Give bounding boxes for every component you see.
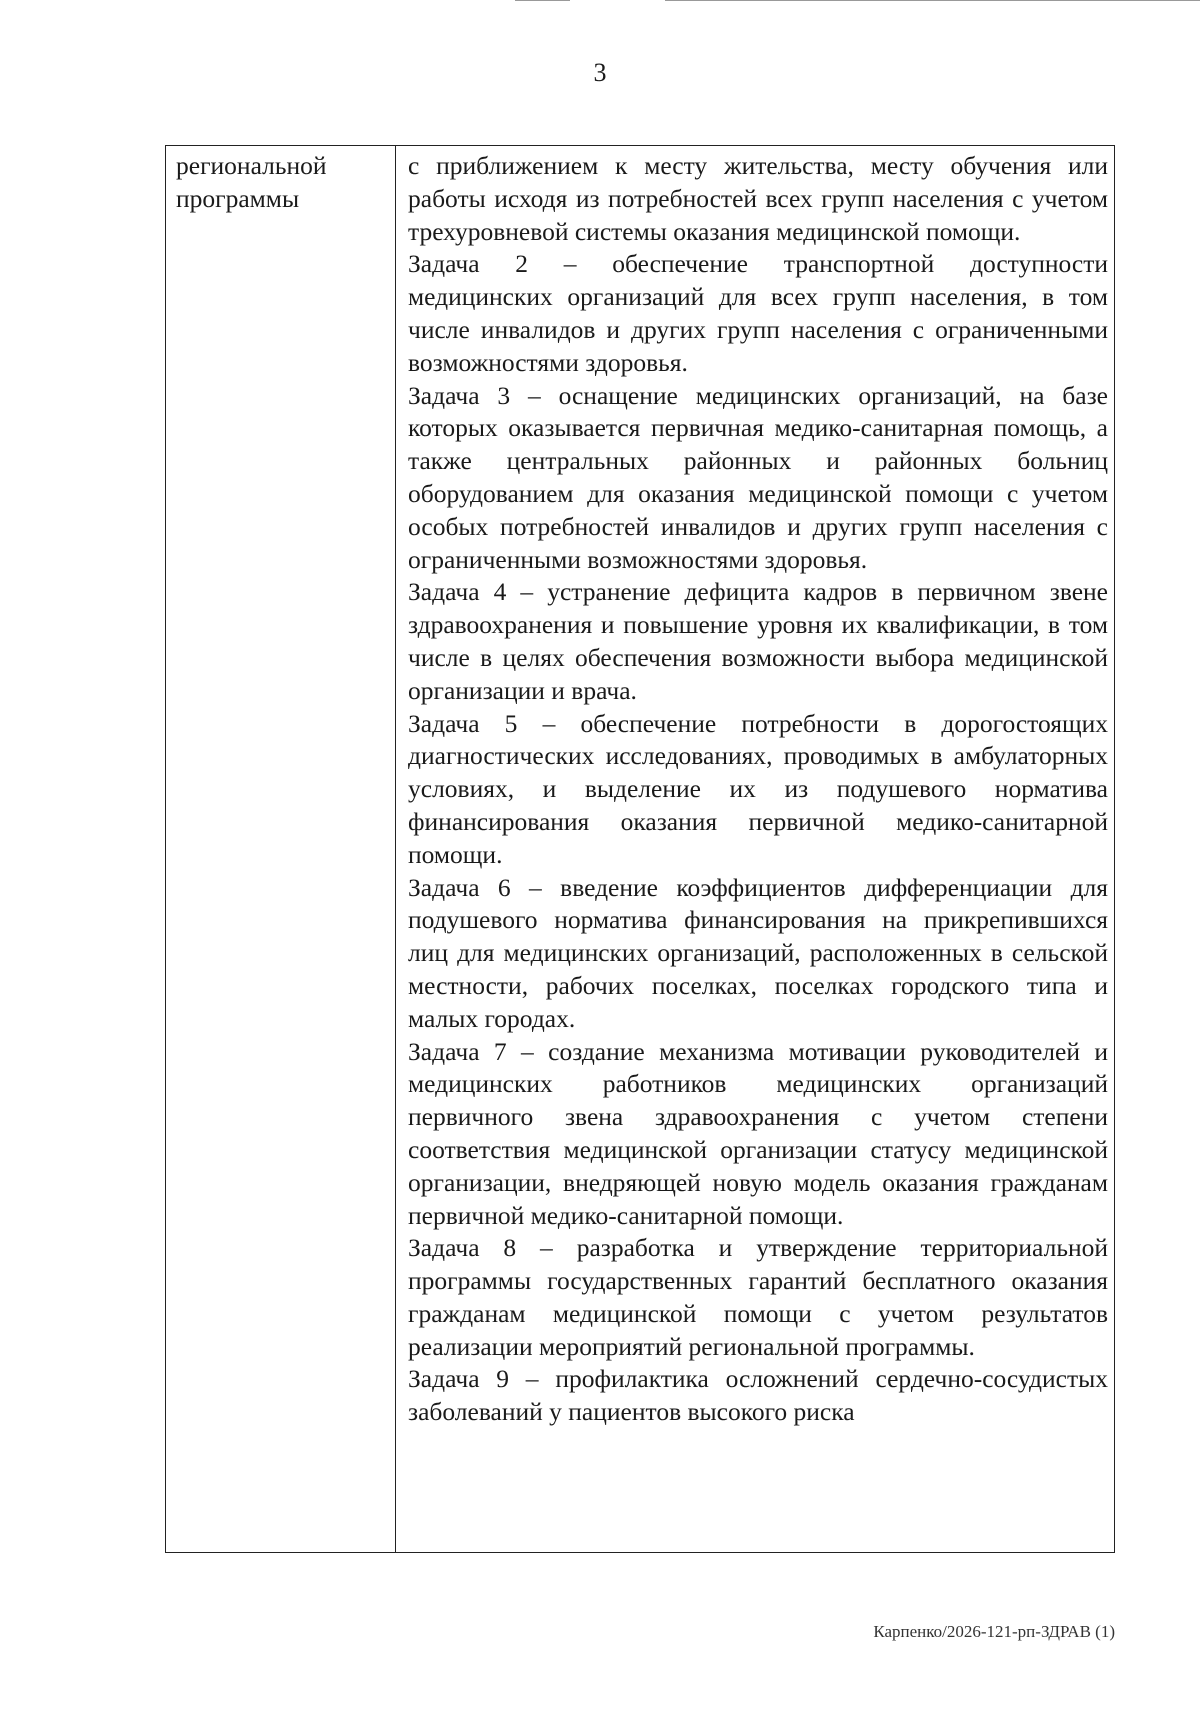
task-paragraph: Задача 5 – обеспечение потребности в дорогостоящих диагностических исследованиях, проводимых в амбулаторных условиях, и выделение их из подушевого норматива финансирования оказания первичной медико-санитарной помощи.	[408, 708, 1108, 869]
task-paragraph: Задача 7 – создание механизма мотивации руководителей и медицинских работников медицинских организаций первичного звена здравоохранения с учетом степени соответствия медицинской организации статусу медицинской организации, внедряющей новую модель оказания гражданам первичной медико-санитарной помощи.	[408, 1036, 1108, 1230]
task-paragraph: с приближением к месту жительства, месту обучения или работы исходя из потребностей всех групп населения с учетом трехуровневой системы оказания медицинской помощи.	[408, 151, 1108, 246]
task-paragraph: Задача 2 – обеспечение транспортной доступности медицинских организаций для всех групп населения, в том числе инвалидов и других групп населения с ограниченными возможностями здоровья.	[408, 249, 1108, 377]
table-left-cell	[166, 146, 396, 1552]
task-paragraph: Задача 3 – оснащение медицинских организаций, на базе которых оказывается первичная медико-санитарная помощь, а также центральных районных и районных больниц оборудованием для оказания медицинской помощи с учетом особых потребностей инвалидов и других групп населения с ограниченными возможностями здоровья.	[408, 380, 1108, 574]
task-paragraph: Задача 6 – введение коэффициентов дифференциации для подушевого норматива финансирования на прикрепившихся лиц для медицинских организаций, расположенных в сельской местности, рабочих поселках, поселках городского типа и малых городах.	[408, 872, 1108, 1033]
left-cell-text: региональной программы	[176, 151, 327, 213]
task-paragraph: Задача 4 – устранение дефицита кадров в первичном звене здравоохранения и повышение уровня их квалификации, в том числе в целях обеспечения возможности выбора медицинской организации и врача.	[408, 577, 1108, 705]
scan-top-line	[665, 0, 1200, 1]
page-number: 3	[593, 58, 607, 87]
document-reference-footer: Карпенко/2026-121-рп-ЗДРАВ (1)	[873, 1622, 1115, 1641]
scan-top-line	[515, 0, 570, 1]
task-paragraph: Задача 8 – разработка и утверждение территориальной программы государственных гарантий бесплатного оказания гражданам медицинской помощи с учетом результатов реализации мероприятий региональной программы.	[408, 1233, 1108, 1361]
task-paragraph: Задача 9 – профилактика осложнений сердечно-сосудистых заболеваний у пациентов высокого риска	[408, 1364, 1108, 1427]
document-table	[165, 145, 1115, 1553]
table-right-cell	[396, 146, 1114, 1552]
